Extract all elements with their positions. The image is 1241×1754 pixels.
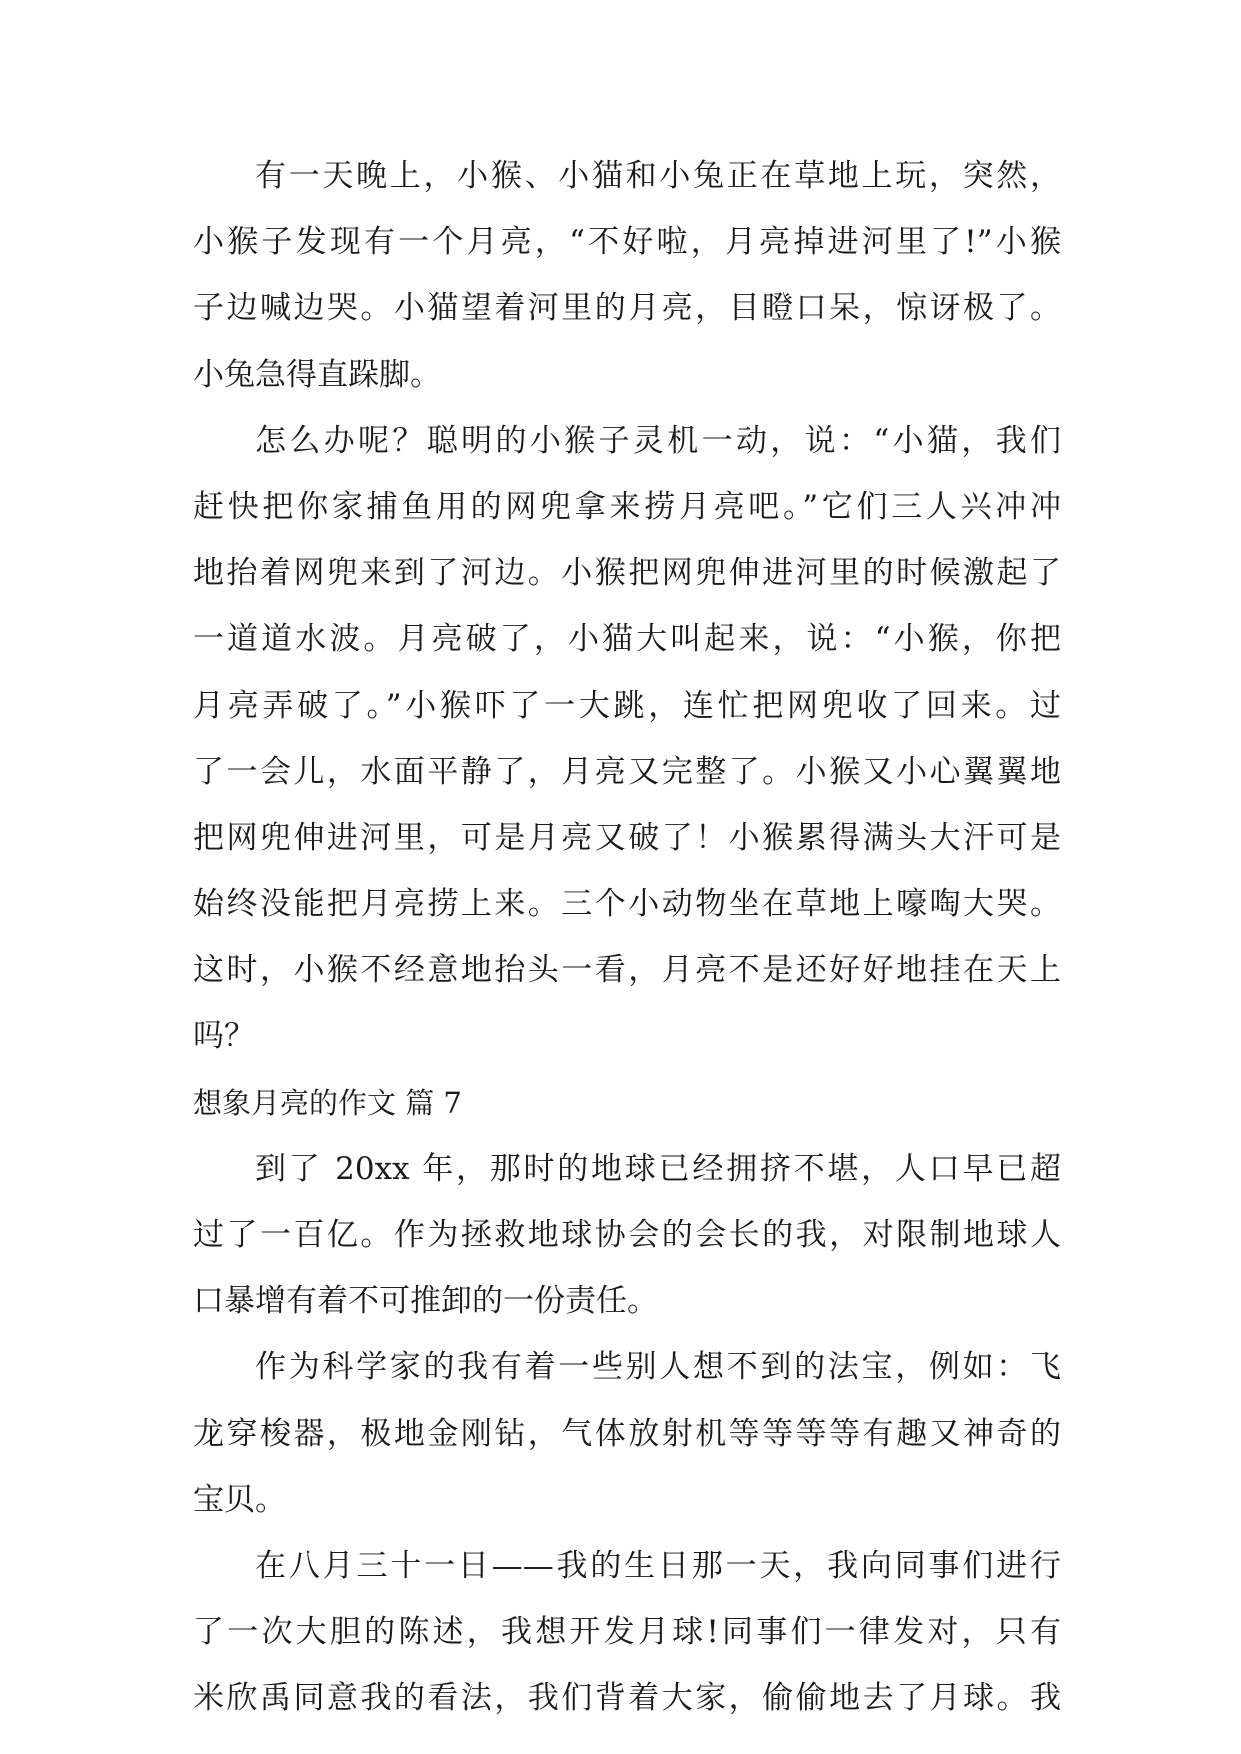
- text-line: 到了 20xx 年，那时的地球已经拥挤不堪，人口早已超: [255, 1150, 1061, 1187]
- text-line: 龙穿梭器，极地金刚钻，气体放射机等等等等有趣又神奇的: [193, 1415, 1061, 1452]
- paragraph-2: [193, 423, 1061, 1085]
- text-line: 小猴子发现有一个月亮，“不好啦，月亮掉进河里了!”小猴: [193, 224, 1061, 261]
- text-line: 月亮弄破了。”小猴吓了一大跳，连忙把网兜收了回来。过: [193, 687, 1061, 724]
- text-line: 赶快把你家捕鱼用的网兜拿来捞月亮吧。”它们三人兴冲冲: [193, 488, 1061, 525]
- text-line: 作为科学家的我有着一些别人想不到的法宝，例如：飞: [255, 1349, 1061, 1386]
- text-line: 始终没能把月亮捞上来。三个小动物坐在草地上嚎啕大哭。: [193, 886, 1061, 923]
- paragraph-4: [193, 1349, 1061, 1548]
- text-line: 宝贝。: [193, 1481, 286, 1518]
- text-line: 有一天晚上，小猴、小猫和小兔正在草地上玩，突然，: [255, 158, 1061, 194]
- document-body: [193, 158, 1061, 1747]
- text-line: 米欣禹同意我的看法，我们背着大家，偷偷地去了月球。我: [193, 1680, 1061, 1717]
- text-line: 这时，小猴不经意地抬头一看，月亮不是还好好地挂在天上: [193, 952, 1061, 989]
- text-line: 吗？: [193, 1018, 255, 1055]
- text-line: 过了一百亿。作为拯救地球协会的会长的我，对限制地球人: [193, 1217, 1061, 1253]
- text-line: 怎么办呢？聪明的小猴子灵机一动，说：“小猫，我们: [255, 422, 1061, 459]
- section-heading: [193, 1085, 1061, 1151]
- text-line: 口暴增有着不可推卸的一份责任。: [193, 1283, 658, 1320]
- text-line: 在八月三十一日——我的生日那一天，我向同事们进行: [255, 1547, 1061, 1584]
- paragraph-1: [193, 158, 1061, 423]
- paragraph-3: [193, 1151, 1061, 1350]
- text-line: 一道道水波。月亮破了，小猫大叫起来，说：“小猴，你把: [193, 621, 1061, 658]
- text-line: 把网兜伸进河里，可是月亮又破了！小猴累得满头大汗可是: [193, 819, 1061, 856]
- text-line: 地抬着网兜来到了河边。小猴把网兜伸进河里的时候激起了: [193, 555, 1061, 592]
- text-line: 了一会儿，水面平静了，月亮又完整了。小猴又小心翼翼地: [193, 753, 1061, 790]
- heading-text: 想象月亮的作文 篇 7: [193, 1085, 462, 1120]
- paragraph-5: [193, 1548, 1061, 1747]
- text-line: 小兔急得直跺脚。: [193, 356, 441, 393]
- text-line: 了一次大胆的陈述，我想开发月球!同事们一律发对，只有: [193, 1614, 1061, 1651]
- text-line: 子边喊边哭。小猫望着河里的月亮，目瞪口呆，惊讶极了。: [193, 290, 1061, 327]
